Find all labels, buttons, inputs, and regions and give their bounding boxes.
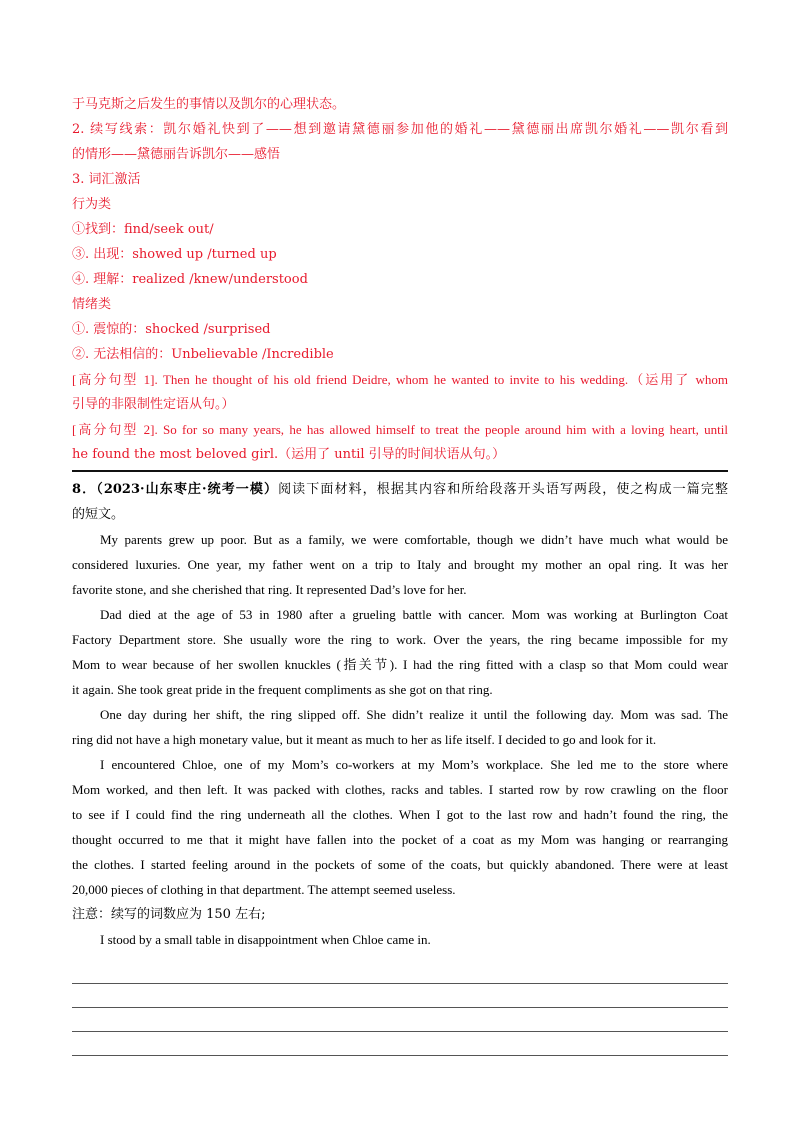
text-line: Dad died at the age of 53 in 1980 after a grueling battle with cancer. Mom was working at Burlington Coat bbox=[100, 607, 728, 622]
text-line: Mom worked, and then left. It was packed with clothes, racks and tables. I started row by row crawling on the floor bbox=[72, 782, 728, 797]
paragraph-3 bbox=[72, 702, 728, 752]
text-line: I encountered Chloe, one of my Mom’s co-workers at my Mom’s workplace. She led me to the store where bbox=[100, 757, 728, 772]
paragraph-1 bbox=[72, 527, 728, 602]
question-source: （2023·山东枣庄·统考一模） bbox=[96, 482, 279, 497]
text-line: 20,000 pieces of clothing in that department. The attempt seemed useless. bbox=[72, 882, 456, 897]
text-line: considered luxuries. One year, my father went on a trip to Italy and brought my mother an opal ring. It was her bbox=[72, 557, 728, 572]
paragraph-2 bbox=[72, 602, 728, 702]
paragraph-prompt: I stood by a small table in disappointment when Chloe came in. bbox=[100, 932, 431, 947]
text-line: thought occurred to me that it might have fallen into the pocket of a coat as my Mom was hanging or rearranging bbox=[72, 832, 728, 847]
word-count-note: 注意：续写的词数应为 150 左右; bbox=[72, 907, 266, 922]
text-line: favorite stone, and she cherished that ring. It represented Dad’s love for her. bbox=[72, 582, 467, 597]
text-line: Mom to wear because of her swollen knuckles (指关节). I had the ring fitted with a clasp so that Mom could wear bbox=[72, 657, 728, 672]
text-line: Factory Department store. She usually wore the ring to work. Over the years, the ring became impossible for my bbox=[72, 632, 728, 647]
vocab-item: ④. 理解：realized /knew/understood bbox=[72, 272, 308, 287]
text-line: ring did not have a high monetary value, but it meant as much to her as life itself. I decided to go and look for it. bbox=[72, 732, 657, 747]
answer-line: 2. 续写线索：凯尔婚礼快到了——想到邀请黛德丽参加他的婚礼——黛德丽出席凯尔婚礼——凯尔看到 bbox=[72, 122, 728, 137]
text-line: to see if I could find the ring underneath all the clothes. When I got to the last row and hadn’t found the ring, the bbox=[72, 807, 728, 822]
question-header bbox=[72, 477, 728, 502]
vocab-item: ①. 震惊的：shocked /surprised bbox=[72, 322, 271, 337]
sentence-pattern: [高分句型 1]. Then he thought of his old friend Deidre, whom he wanted to invite to his wedding.（运用了 whom bbox=[72, 372, 728, 387]
text-line: My parents grew up poor. But as a family, we were comfortable, though we didn’t have much what would be bbox=[100, 532, 728, 547]
vocab-item: ②. 无法相信的：Unbelievable /Incredible bbox=[72, 347, 334, 362]
question-instruction: 阅读下面材料，根据其内容和所给段落开头语写两段，使之构成一篇完整 bbox=[278, 482, 728, 497]
paragraph-4 bbox=[72, 752, 728, 902]
question-instruction-cont: 的短文。 bbox=[72, 507, 125, 522]
writing-line[interactable] bbox=[72, 984, 728, 1008]
answer-line: 于马克斯之后发生的事情以及凯尔的心理状态。 bbox=[72, 97, 346, 112]
answer-category: 情绪类 bbox=[72, 297, 112, 312]
text-line: the clothes. I started feeling around in the pockets of some of the coats, but quickly abandoned. There were at least bbox=[72, 857, 728, 872]
text-line: it again. She took great pride in the frequent compliments as she got on that ring. bbox=[72, 682, 493, 697]
answer-category: 行为类 bbox=[72, 197, 112, 212]
vocab-item: ①找到：find/seek out/ bbox=[72, 222, 214, 237]
vocab-item: ③. 出现：showed up /turned up bbox=[72, 247, 277, 262]
writing-line[interactable] bbox=[72, 960, 728, 984]
sentence-pattern: he found the most beloved girl.（运用了 until 引导的时间状语从句。） bbox=[72, 447, 506, 462]
document-page bbox=[72, 92, 728, 1056]
section-divider bbox=[72, 470, 728, 472]
sentence-pattern: [高分句型 2]. So for so many years, he has allowed himself to treat the people around him with a loving heart, until bbox=[72, 422, 728, 437]
writing-line[interactable] bbox=[72, 1008, 728, 1032]
question-number: 8． bbox=[72, 482, 97, 497]
question-8 bbox=[72, 477, 728, 1056]
answer-section bbox=[72, 92, 728, 467]
answer-heading: 3. 词汇激活 bbox=[72, 172, 141, 187]
text-line: One day during her shift, the ring slipped off. She didn’t realize it until the following day. Mom was sad. The bbox=[100, 707, 728, 722]
sentence-pattern: 引导的非限制性定语从句。） bbox=[72, 397, 235, 412]
writing-line[interactable] bbox=[72, 1032, 728, 1056]
answer-line: 的情形——黛德丽告诉凯尔——感悟 bbox=[72, 147, 281, 162]
